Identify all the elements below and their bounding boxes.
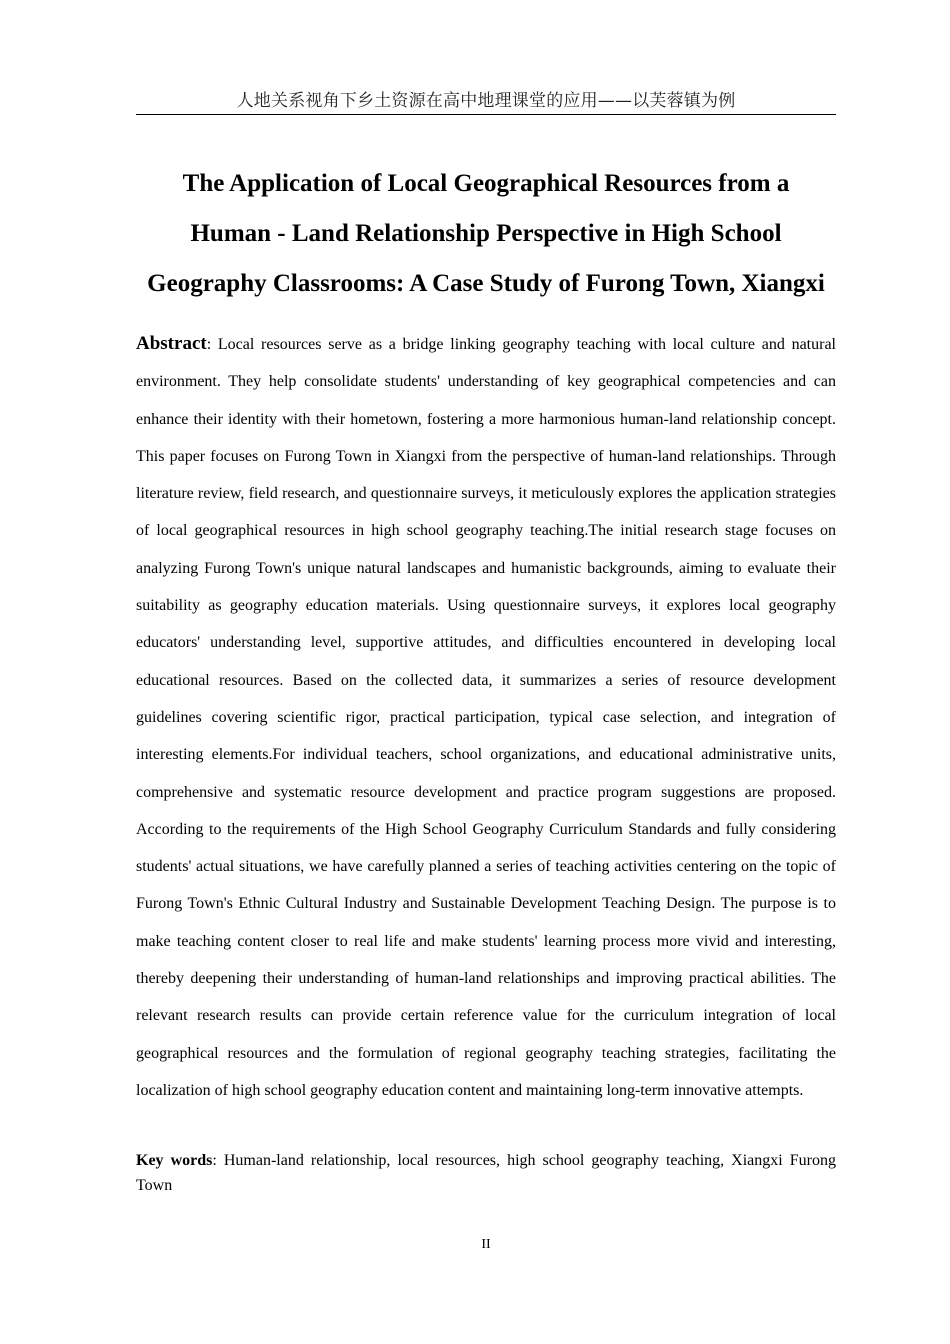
keywords-paragraph: Key words: Human-land relationship, local resources, high school geography teaching, Xiangxi Furong Town [136,1152,837,1194]
title-line-1: The Application of Local Geographical Resources from a [182,170,790,197]
title-line-2: Human - Land Relationship Perspective in High School [190,220,782,247]
keywords-text: Human-land relationship, local resources, high school geography teaching, Xiangxi Furong Town [136,1152,837,1194]
abstract-text: Local resources serve as a bridge linking geography teaching with local culture and natural environment. They help consolidate students' understanding of key geographical competencies and can enhance their identity with their hometown, fostering a more harmonious human-land relationship concept. This paper focuses on Furong Town in Xiangxi from the perspective of human-land relationships. Through literature review, field research, and questionnaire surveys, it meticulously explores the application strategies of local geographical resources in high school geography teaching.The initial research stage focuses on analyzing Furong Town's unique natural landscapes and humanistic backgrounds, aiming to evaluate their suitability as geography education materials. Using questionnaire surveys, it explores local geography educators' understanding level, supportive attitudes, and difficulties encountered in developing local educational resources. Based on the collected data, it summarizes a series of resource development guidelines covering scientific rigor, practical participation, typical case selection, and integration of interesting elements.For individual teachers, school organizations, and educational administrative units, comprehensive and systematic resource development and practice program suggestions are proposed. According to the requirements of the High School Geography Curriculum Standards and fully considering students' actual situations, we have carefully planned a series of teaching activities centering on the topic of Furong Town's Ethnic Cultural Industry and Sustainable Development Teaching Design. The purpose is to make teaching content closer to real life and make students' learning process more vivid and interesting, thereby deepening their understanding of human-land relationships and improving practical abilities. The relevant research results can provide certain reference value for the curriculum integration of local geographical resources and the formulation of regional geography teaching strategies, facilitating the localization of high school geography education content and maintaining long-term innovative attempts. [136,336,836,1099]
page-number: II [481,1237,491,1252]
paper-title [136,159,836,309]
title-line-3: Geography Classrooms: A Case Study of Furong Town, Xiangxi [147,270,825,297]
abstract-paragraph: Abstract: Local resources serve as a bridge linking geography teaching with local culture and natural environment. They help consolidate students' understanding of key geographical competencies and can enhance their identity with their hometown, fostering a more harmonious human-land relationship concept. This paper focuses on Furong Town in Xiangxi from the perspective of human-land relationships. Through literature review, field research, and questionnaire surveys, it meticulously explores the application strategies of local geographical resources in high school geography teaching.The initial research stage focuses on analyzing Furong Town's unique natural landscapes and humanistic backgrounds, aiming to evaluate their suitability as geography education materials. Using questionnaire surveys, it explores local geography educators' understanding level, supportive attitudes, and difficulties encountered in developing local educational resources. Based on the collected data, it summarizes a series of resource development guidelines covering scientific rigor, practical participation, typical case selection, and integration of interesting elements.For individual teachers, school organizations, and educational administrative units, comprehensive and systematic resource development and practice program suggestions are proposed. According to the requirements of the High School Geography Curriculum Standards and fully considering students' actual situations, we have carefully planned a series of teaching activities centering on the topic of Furong Town's Ethnic Cultural Industry and Sustainable Development Teaching Design. The purpose is to make teaching content closer to real life and make students' learning process more vivid and interesting, thereby deepening their understanding of human-land relationships and improving practical abilities. The relevant research results can provide certain reference value for the curriculum integration of local geographical resources and the formulation of regional geography teaching strategies, facilitating the localization of high school geography education content and maintaining long-term innovative attempts. [136,333,836,1099]
keywords-label: Key words [136,1152,213,1169]
abstract-label: Abstract [136,333,207,354]
running-header: 人地关系视角下乡土资源在高中地理课堂的应用——以芙蓉镇为例 [136,89,836,115]
